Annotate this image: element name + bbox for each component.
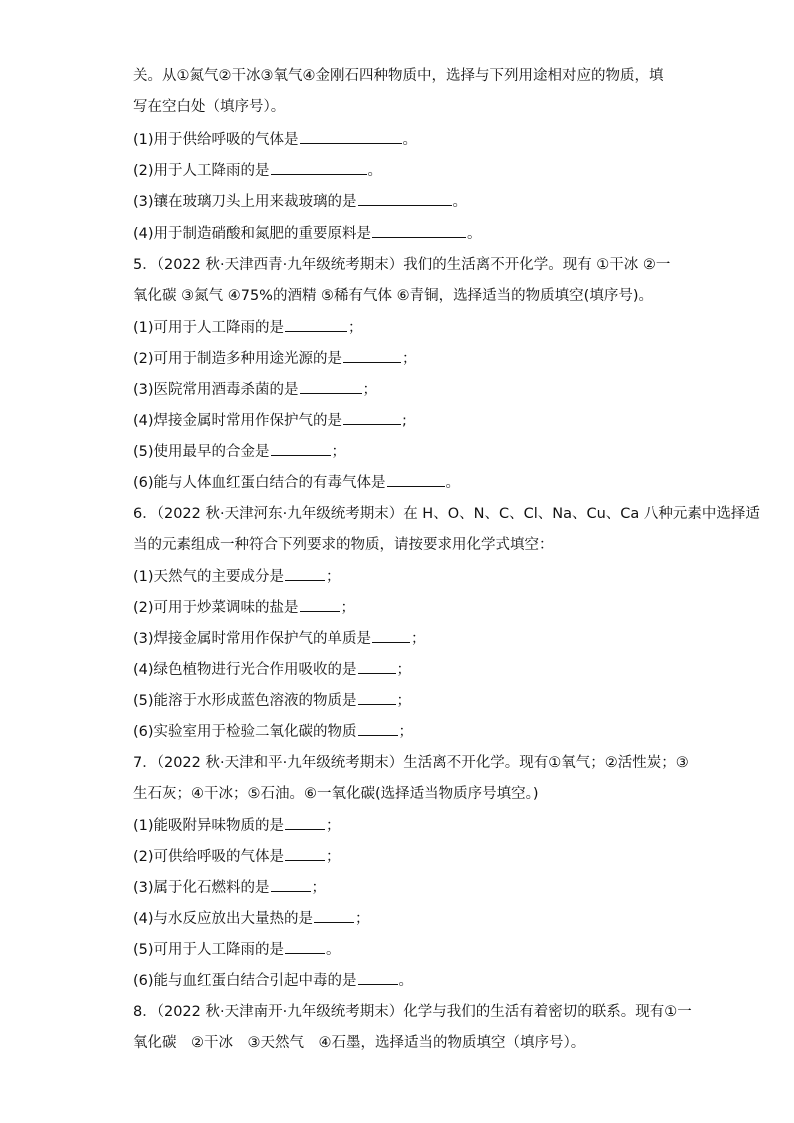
item-text: (6)实验室用于检验二氧化碳的物质 (133, 724, 357, 740)
item-punct: 。 (402, 132, 418, 148)
item-text: (5)使用最早的合金是 (133, 444, 270, 460)
question-item (133, 877, 674, 898)
item-text: (3)镶在玻璃刀头上用来裁玻璃的是 (133, 194, 357, 210)
question-item (133, 908, 674, 929)
answer-blank[interactable] (343, 348, 401, 363)
answer-blank[interactable] (372, 223, 466, 238)
item-punct: ； (340, 600, 356, 616)
answer-blank[interactable] (300, 129, 402, 144)
question-item (133, 223, 674, 244)
question-item (133, 191, 674, 212)
item-text: (1)天然气的主要成分是 (133, 569, 285, 585)
answer-blank[interactable] (358, 721, 398, 736)
item-text: (2)用于人工降雨的是 (133, 163, 270, 179)
answer-blank[interactable] (387, 472, 445, 487)
answer-blank[interactable] (358, 690, 396, 705)
question-item (133, 597, 674, 618)
answer-blank[interactable] (271, 441, 331, 456)
item-punct: 。 (452, 194, 468, 210)
answer-blank[interactable] (300, 379, 362, 394)
item-text: (2)可用于炒菜调味的盐是 (133, 600, 299, 616)
item-text: (5)可用于人工降雨的是 (133, 942, 285, 958)
answer-blank[interactable] (372, 628, 410, 643)
question-item (133, 721, 674, 742)
item-text: (3)焊接金属时常用作保护气的单质是 (133, 631, 372, 647)
item-text: (4)与水反应放出大量热的是 (133, 911, 314, 927)
item-text: (2)可供给呼吸的气体是 (133, 849, 285, 865)
item-punct: ； (362, 382, 378, 398)
question-4-intro-line-1: 关。从①氮气②干冰③氧气④金刚石四种物质中，选择与下列用途相对应的物质，填 (133, 68, 664, 84)
item-punct: ； (398, 724, 414, 740)
question-8-intro-line-2: 氧化碳 ②干冰 ③天然气 ④石墨，选择适当的物质填空（填序号）。 (133, 1035, 586, 1051)
item-text: (6)能与血红蛋白结合引起中毒的是 (133, 973, 357, 989)
question-item (133, 659, 674, 680)
question-item (133, 846, 674, 867)
item-punct: 。 (467, 226, 482, 242)
answer-blank[interactable] (285, 566, 325, 581)
item-text: (6)能与人体血红蛋白结合的有毒气体是 (133, 475, 386, 491)
item-text: (5)能溶于水形成蓝色溶液的物质是 (133, 693, 357, 709)
answer-blank[interactable] (314, 908, 354, 923)
item-punct: ； (396, 693, 412, 709)
answer-blank[interactable] (271, 160, 367, 175)
question-5-intro-line-1: 5．（2022 秋·天津西青·九年级统考期末）我们的生活离不开化学。现有 ①干冰 ②一 (133, 257, 671, 273)
question-item (133, 410, 674, 431)
item-text: (1)能吸附异味物质的是 (133, 818, 285, 834)
question-5-intro-line-2: 氧化碳 ③氮气 ④75%的酒精 ⑤稀有气体 ⑥青铜，选择适当的物质填空(填序号)。 (133, 288, 653, 304)
question-item (133, 566, 674, 587)
item-punct: ； (326, 569, 341, 585)
item-text: (3)医院常用酒毒杀菌的是 (133, 382, 299, 398)
question-8-intro-line-1: 8．（2022 秋·天津南开·九年级统考期末）化学与我们的生活有着密切的联系。现有①一 (133, 1004, 692, 1020)
answer-blank[interactable] (285, 846, 325, 861)
item-punct: ； (355, 911, 370, 927)
item-text: (2)可用于制造多种用途光源的是 (133, 351, 343, 367)
item-punct: 。 (326, 942, 341, 958)
question-item (133, 472, 674, 493)
item-punct: ； (326, 818, 341, 834)
item-punct: ； (411, 631, 426, 647)
answer-blank[interactable] (285, 317, 347, 332)
answer-blank[interactable] (300, 597, 340, 612)
item-punct: ； (396, 662, 412, 678)
item-punct: ; (402, 413, 407, 429)
item-text: (4)焊接金属时常用作保护气的是 (133, 413, 343, 429)
question-item (133, 348, 674, 369)
answer-blank[interactable] (343, 410, 401, 425)
question-item (133, 628, 674, 649)
item-punct: ； (331, 444, 347, 460)
question-item (133, 815, 674, 836)
question-7-intro-line-2: 生石灰；④干冰；⑤石油。⑥一氧化碳(选择适当物质序号填空。) (133, 786, 539, 802)
item-punct: ； (326, 849, 341, 865)
question-6-intro-line-2: 当的元素组成一种符合下列要求的物质，请按要求用化学式填空： (133, 537, 554, 553)
item-text: (1)用于供给呼吸的气体是 (133, 132, 299, 148)
question-item (133, 441, 674, 462)
item-punct: ； (402, 351, 417, 367)
item-text: (4)用于制造硝酸和氮肥的重要原料是 (133, 226, 372, 242)
question-6-intro-line-1: 6．（2022 秋·天津河东·九年级统考期末）在 H、O、N、C、Cl、Na、Cu、Ca 八种元素中选择适 (133, 506, 760, 522)
item-text: (3)属于化石燃料的是 (133, 880, 270, 896)
item-punct: ； (311, 880, 327, 896)
question-item (133, 160, 674, 181)
question-item (133, 317, 674, 338)
answer-blank[interactable] (285, 815, 325, 830)
question-item (133, 970, 674, 991)
item-text: (1)可用于人工降雨的是 (133, 320, 285, 336)
item-punct: ； (348, 320, 363, 336)
answer-blank[interactable] (285, 939, 325, 954)
answer-blank[interactable] (358, 970, 398, 985)
question-item (133, 129, 674, 150)
answer-blank[interactable] (358, 659, 396, 674)
question-item (133, 939, 674, 960)
answer-blank[interactable] (358, 191, 452, 206)
question-item (133, 690, 674, 711)
item-punct: 。 (398, 973, 414, 989)
answer-blank[interactable] (271, 877, 311, 892)
question-4-intro-line-2: 写在空白处（填序号）。 (133, 99, 286, 115)
question-item (133, 379, 674, 400)
item-punct: 。 (367, 163, 383, 179)
question-7-intro-line-1: 7．（2022 秋·天津和平·九年级统考期末）生活离不开化学。现有①氧气；②活性炭；③ (133, 755, 689, 771)
item-punct: 。 (445, 475, 461, 491)
item-text: (4)绿色植物进行光合作用吸收的是 (133, 662, 357, 678)
